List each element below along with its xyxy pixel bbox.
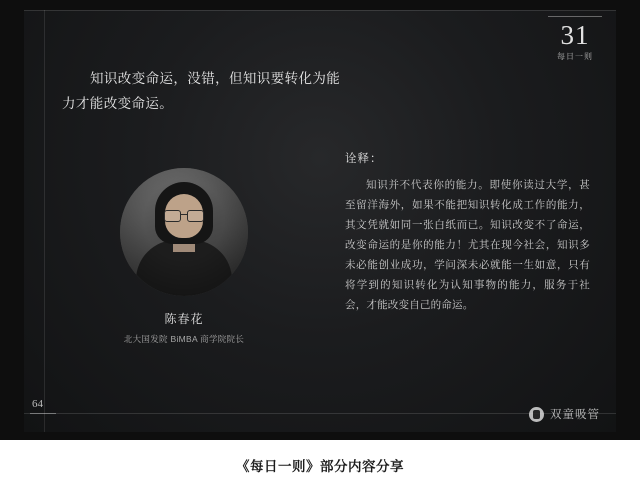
interpretation-body: 知识并不代表你的能力。即使你读过大学，甚至留洋海外，如果不能把知识转化成工作的能力，其文凭就如同一张白纸而已。知识改变不了命运，改变命运的是你的能力！尤其在现今社会，知识多未必能创业成功，学问深未必就能一生如意，只有将学到的知识转化为认知事物的能力，服务于社会，才能改变自己的命运。 — [345, 180, 590, 311]
date-rule — [548, 16, 602, 17]
image-caption: 《每日一则》部分内容分享 — [0, 440, 640, 490]
interpretation-block — [345, 150, 590, 316]
headline-quote — [62, 66, 362, 116]
left-rule — [44, 10, 45, 432]
page-number-rule — [30, 413, 56, 414]
headline-line-2: 力才能改变命运。 — [62, 96, 174, 111]
portrait-name: 陈春花 — [164, 312, 204, 326]
date-label: 每日一则 — [557, 52, 593, 61]
portrait-photo — [120, 168, 248, 296]
watermark — [529, 406, 600, 422]
watermark-text: 双童吸管 — [550, 409, 600, 421]
portrait-vignette — [120, 168, 248, 296]
straw-logo-icon — [529, 407, 544, 422]
portrait-block — [120, 168, 248, 345]
date-block — [548, 16, 602, 61]
top-rule — [24, 10, 616, 11]
date-day: 31 — [560, 20, 590, 50]
headline-line-1: 知识改变命运，没错，但知识要转化为能 — [90, 71, 341, 86]
page-number: 64 — [32, 398, 43, 410]
bottom-rule — [24, 413, 616, 414]
portrait-title: 北大国发院 BiMBA 商学院院长 — [123, 334, 245, 344]
interpretation-label: 诠释： — [345, 153, 383, 165]
